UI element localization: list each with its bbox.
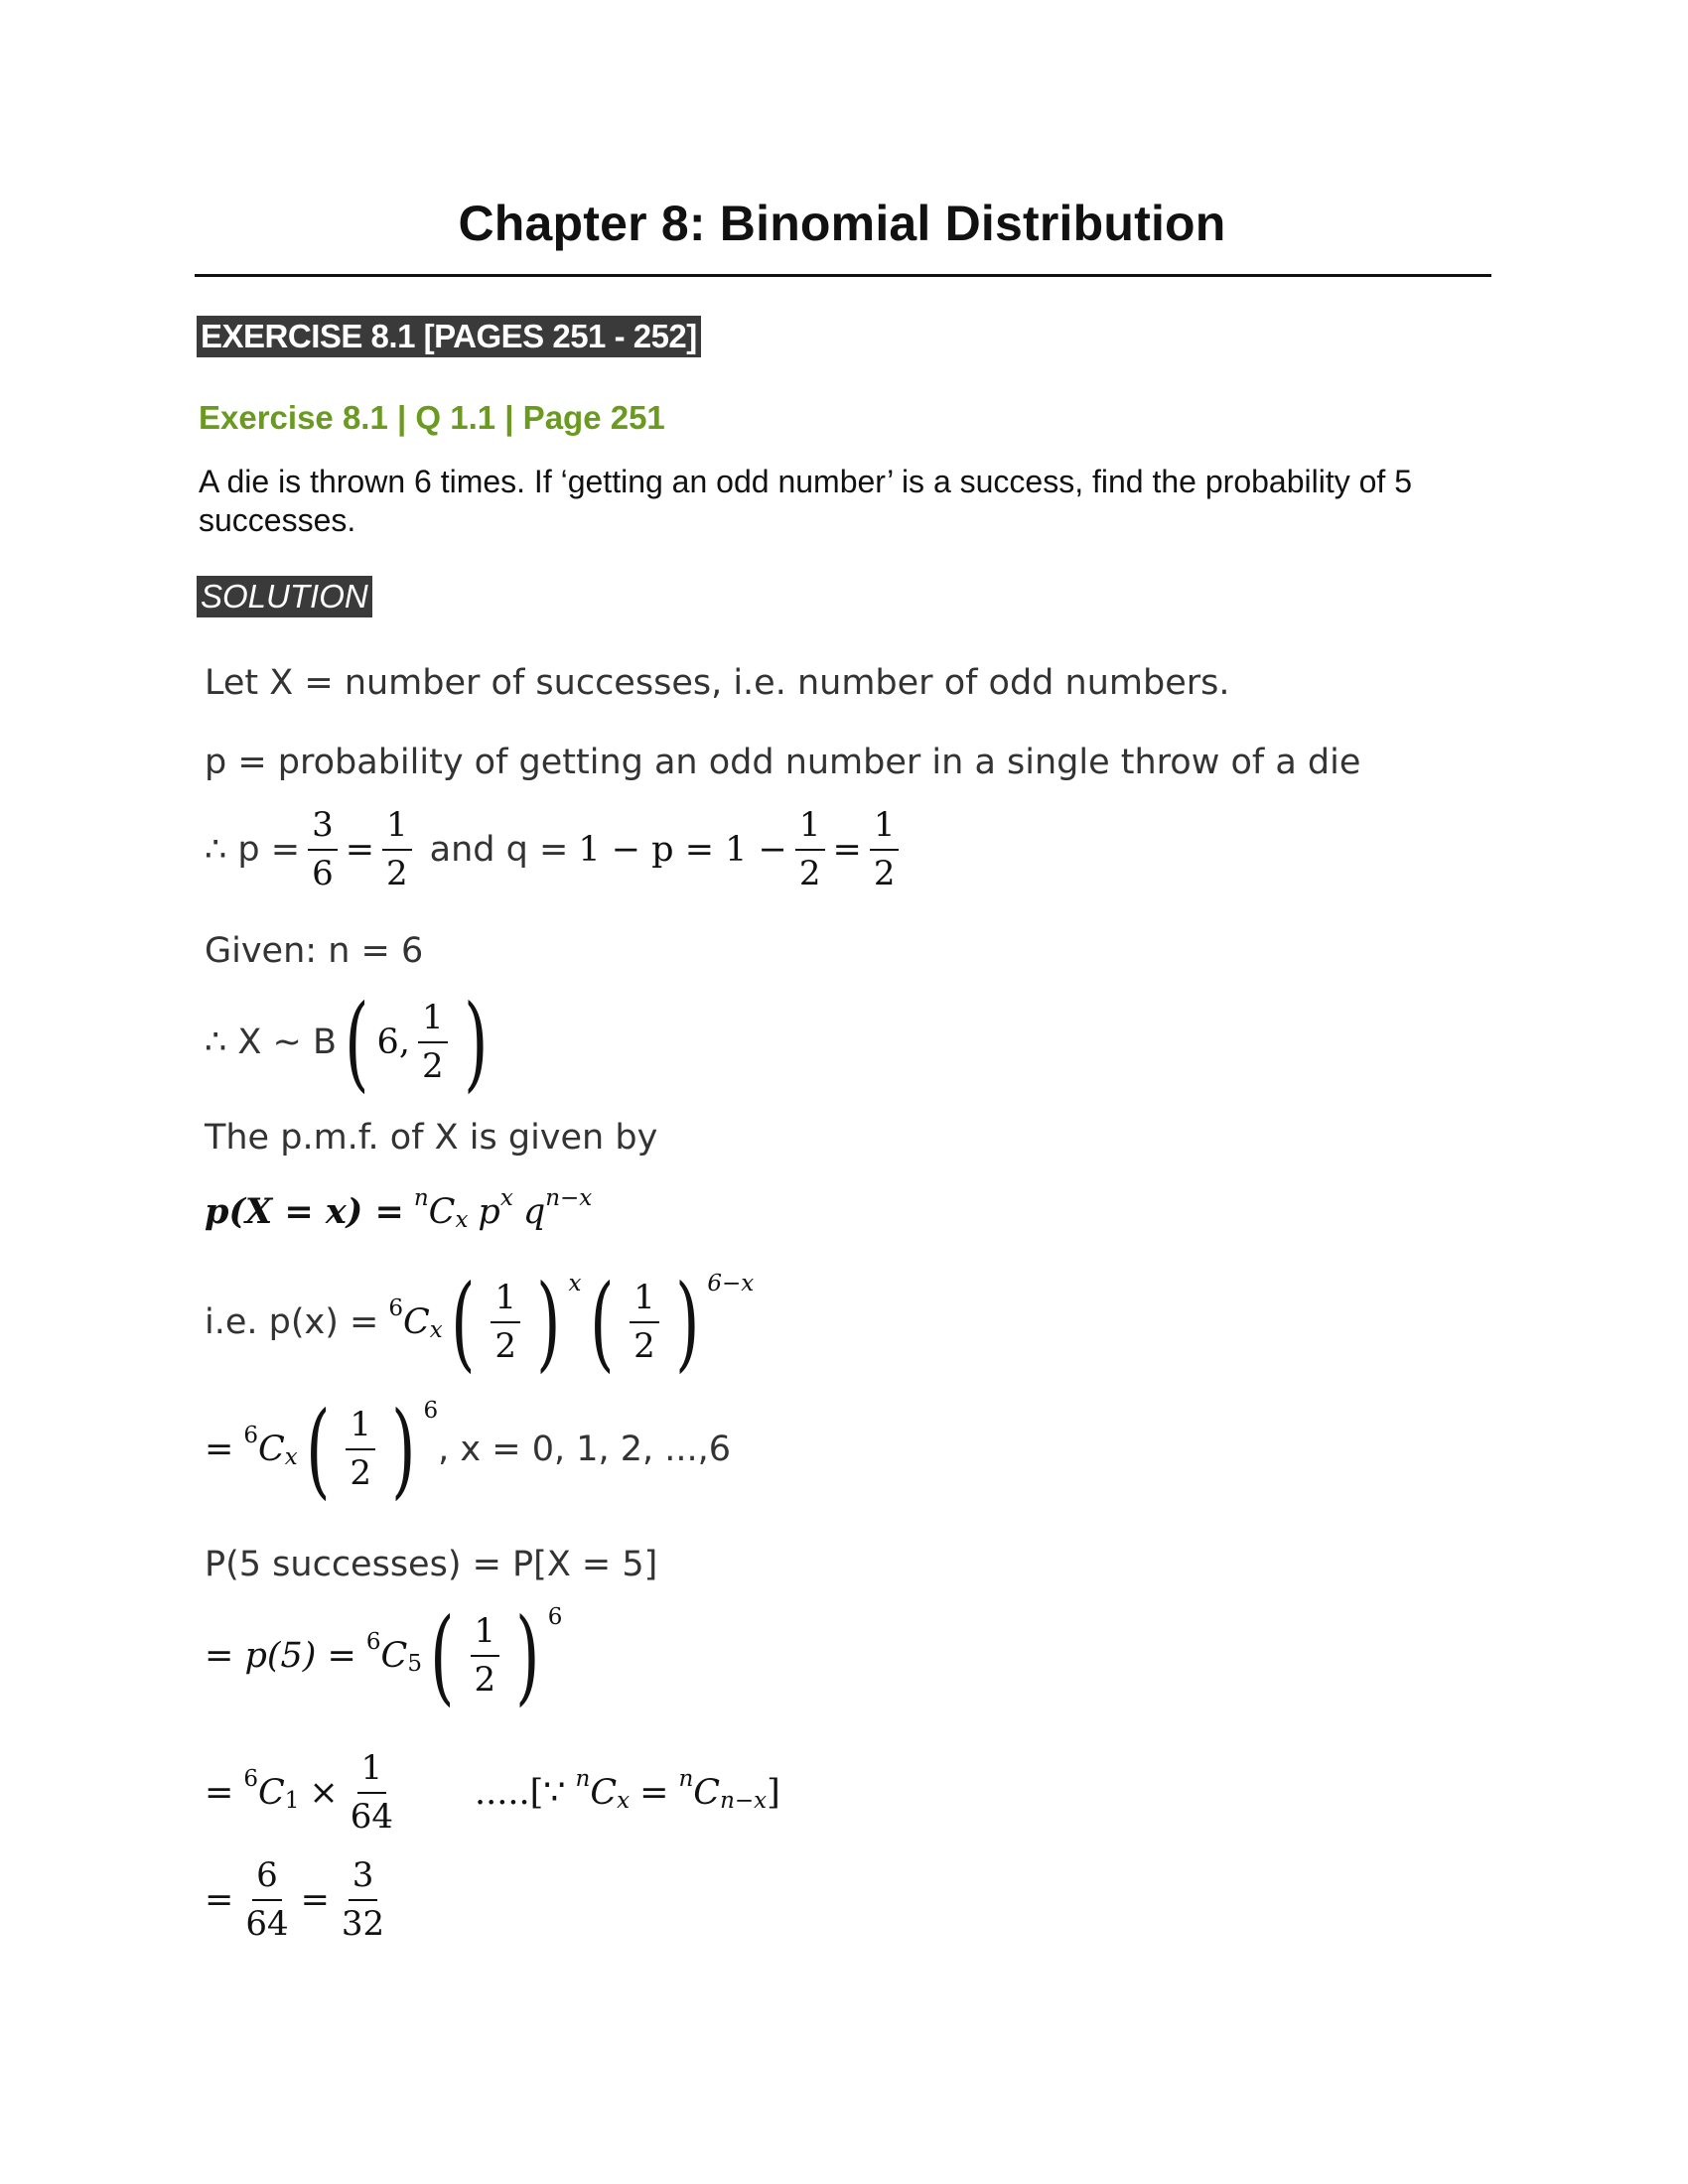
six-exponent: 6 [423,1398,439,1424]
left-paren: ( [305,1389,331,1510]
x-subscript: x [455,1206,469,1233]
solution-line-pmf-formula [205,1184,593,1233]
note-prefix: .....[∵ [474,1773,566,1814]
fraction-half: $\frac{1}{2}$ [630,1279,659,1366]
six-superscript: 6 [243,1766,258,1793]
right-paren: ) [674,1262,700,1383]
solution-line-p5-formula [205,1595,563,1716]
x-subscript: x [429,1317,443,1343]
p-prefix: ∴ p = [205,830,301,871]
combination-c: C [693,1773,721,1814]
six-minus-x-exponent: 6−x [707,1271,755,1297]
x-superscript: x [499,1184,513,1211]
fraction-half: $\frac{1}{2}$ [870,806,900,893]
six-exponent: 6 [547,1604,563,1630]
equals-sign: = [205,1773,234,1814]
fraction-half: $\frac{1}{2}$ [491,1279,520,1366]
fraction-half: $\frac{1}{2}$ [795,806,825,893]
p5-expression: = p(5) = [205,1636,356,1676]
title-divider [195,274,1491,277]
right-paren: ) [463,982,489,1103]
solution-line-given: Given: n = 6 [205,931,424,971]
fraction-6-64: $\frac{6}{64}$ [245,1855,289,1945]
n-superscript: n [575,1766,591,1793]
fraction-1-64: $\frac{1}{64}$ [350,1748,393,1838]
pmf-lhs: p(X = x) = [205,1191,404,1232]
n-minus-x-superscript: n−x [545,1184,593,1211]
fraction-3-32: $\frac{3}{32}$ [341,1855,385,1945]
q-label: and q = [429,830,569,871]
q-expression: 1 − p = 1 − [578,830,787,871]
solution-banner: SOLUTION [197,576,372,617]
x-exponent: x [568,1271,582,1297]
solution-line-p-definition: p = probability of getting an odd number in a single throw of a die [205,743,1361,782]
equals-sign: = [300,1880,330,1921]
solution-line-distribution [205,982,495,1103]
ie-prefix: i.e. p(x) = [205,1302,379,1342]
n-superscript: n [678,1766,694,1793]
left-paren: ( [589,1262,614,1383]
one-subscript: 1 [284,1788,300,1815]
combination-c: C [380,1636,408,1676]
left-paren: ( [450,1262,476,1383]
distribution-prefix: ∴ X ~ B [205,1023,337,1062]
exercise-banner: EXERCISE 8.1 [PAGES 251 - 252] [197,316,701,357]
fraction-half: $\frac{1}{2}$ [471,1612,500,1700]
right-paren: ) [515,1595,540,1716]
solution-line-p5-statement: P(5 successes) = P[X = 5] [205,1545,658,1584]
fraction-half: $\frac{1}{2}$ [346,1406,375,1493]
combination-c: C [402,1302,430,1342]
solution-line-pmf-simplified [205,1389,732,1510]
combination-c: C [590,1773,618,1814]
x-subscript: x [284,1444,298,1470]
note-end: ] [767,1773,780,1814]
n-superscript: n [413,1184,429,1211]
solution-line-p-q-values [205,806,907,893]
solution-line-final-answer [205,1856,396,1944]
fraction-half: $\frac{1}{2}$ [382,806,412,893]
solution-line-pmf-substituted [205,1262,755,1383]
combination-c: C [428,1191,456,1232]
equals-sign: = [205,1880,234,1921]
five-subscript: 5 [407,1651,422,1677]
combination-c: C [257,1773,285,1814]
six-superscript: 6 [243,1423,258,1448]
left-paren: ( [430,1595,455,1716]
six-superscript: 6 [388,1296,403,1321]
fraction-half: $\frac{1}{2}$ [418,999,448,1086]
times-sign: × [309,1773,339,1814]
p-symbol: p [478,1191,500,1232]
solution-line-definition: Let X = number of successes, i.e. number of odd numbers. [205,663,1230,703]
x-subscript: x [617,1788,631,1815]
equals-sign: = [639,1773,669,1814]
left-paren: ( [345,982,369,1103]
n-minus-x-subscript: n−x [720,1788,768,1815]
equals-sign: = [345,830,375,871]
equals-sign: = [205,1430,234,1469]
right-paren: ) [391,1389,416,1510]
equals-sign: = [832,830,862,871]
question-text: A die is thrown 6 times. If ‘getting an odd number’ is a success, find the probability of 5 successes. [199,464,1412,538]
chapter-title: Chapter 8: Binomial Distribution [458,196,1226,251]
combination-c: C [257,1430,285,1469]
solution-line-p5-simplify [205,1749,780,1837]
fraction-3-6: $\frac{3}{6}$ [308,806,338,893]
distribution-n: 6, [376,1023,410,1062]
question-reference: Exercise 8.1 | Q 1.1 | Page 251 [199,399,665,436]
q-symbol: q [522,1191,546,1232]
x-range: , x = 0, 1, 2, ...,6 [438,1430,732,1469]
right-paren: ) [536,1262,561,1383]
solution-line-pmf-intro: The p.m.f. of X is given by [205,1118,658,1158]
six-superscript: 6 [365,1629,381,1655]
